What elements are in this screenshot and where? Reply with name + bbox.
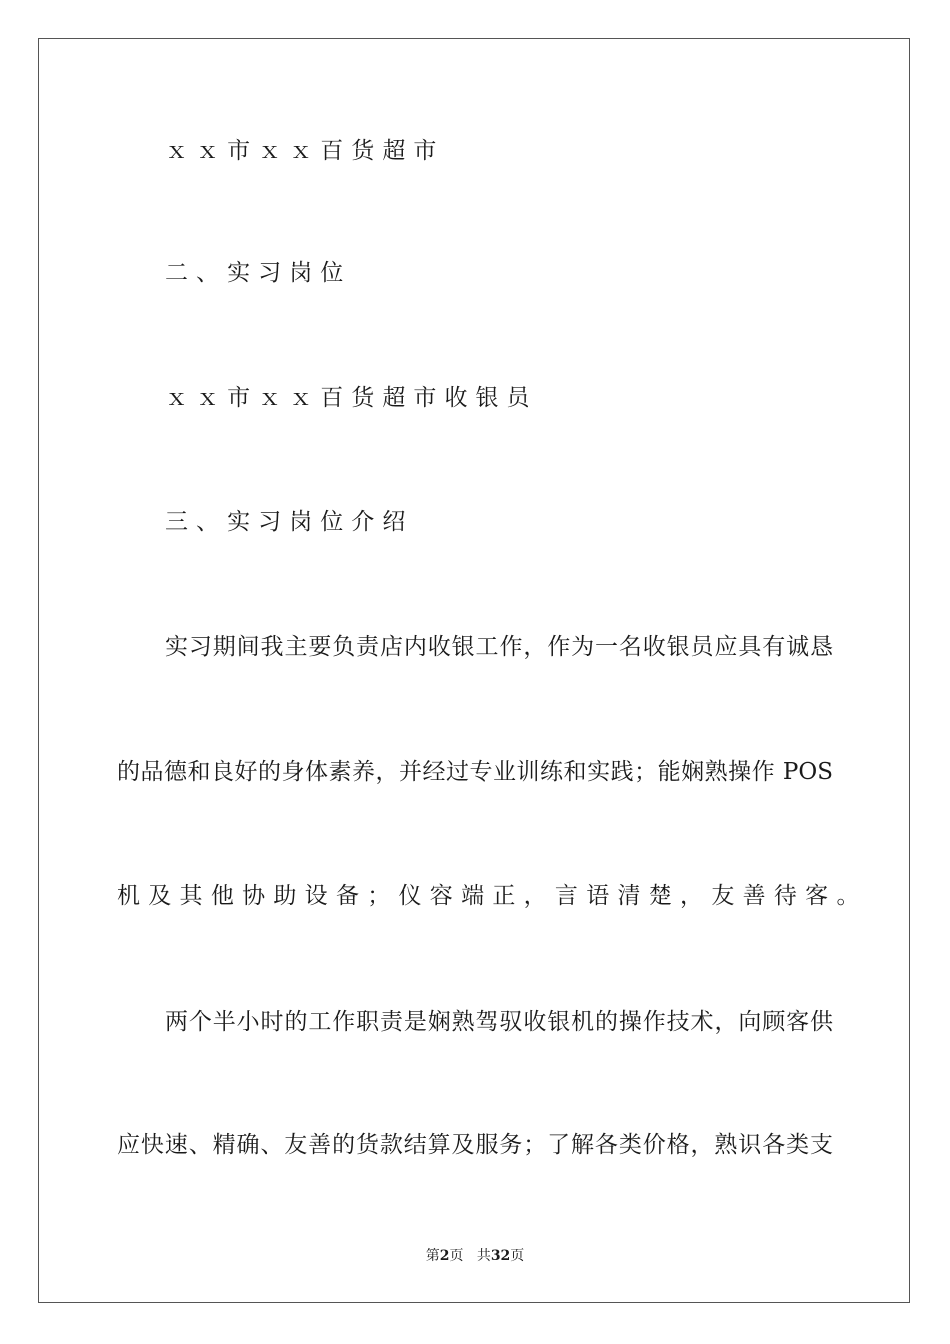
paragraph-line: 机及其他协助设备；仪容端正，言语清楚，友善待客。	[117, 883, 868, 909]
footer-total-pages: 32	[490, 1248, 511, 1264]
footer-total-suffix: 页	[510, 1248, 525, 1264]
footer-total-prefix: 共	[476, 1248, 491, 1264]
company-name-line: ｘｘ市ｘｘ百货超市	[165, 138, 445, 164]
footer-page-prefix: 第	[425, 1248, 440, 1264]
paragraph-line: 的品德和良好的身体素养，并经过专业训练和实践；能娴熟操作 POS	[117, 759, 833, 785]
section-heading-position: 二、实习岗位	[165, 260, 352, 286]
paragraph-line: 实习期间我主要负责店内收银工作，作为一名收银员应具有诚恳	[165, 634, 833, 660]
position-title-line: ｘｘ市ｘｘ百货超市收银员	[165, 385, 538, 411]
paragraph-line: 两个半小时的工作职责是娴熟驾驭收银机的操作技术，向顾客供	[165, 1009, 833, 1035]
footer-page-suffix: 页	[449, 1248, 464, 1264]
paragraph-line: 应快速、精确、友善的货款结算及服务；了解各类价格，熟识各类支	[117, 1132, 833, 1158]
footer-page-number: 2	[439, 1248, 450, 1264]
section-heading-introduction: 三、实习岗位介绍	[165, 509, 414, 535]
page-footer	[0, 1247, 950, 1265]
page-border	[38, 38, 910, 1303]
